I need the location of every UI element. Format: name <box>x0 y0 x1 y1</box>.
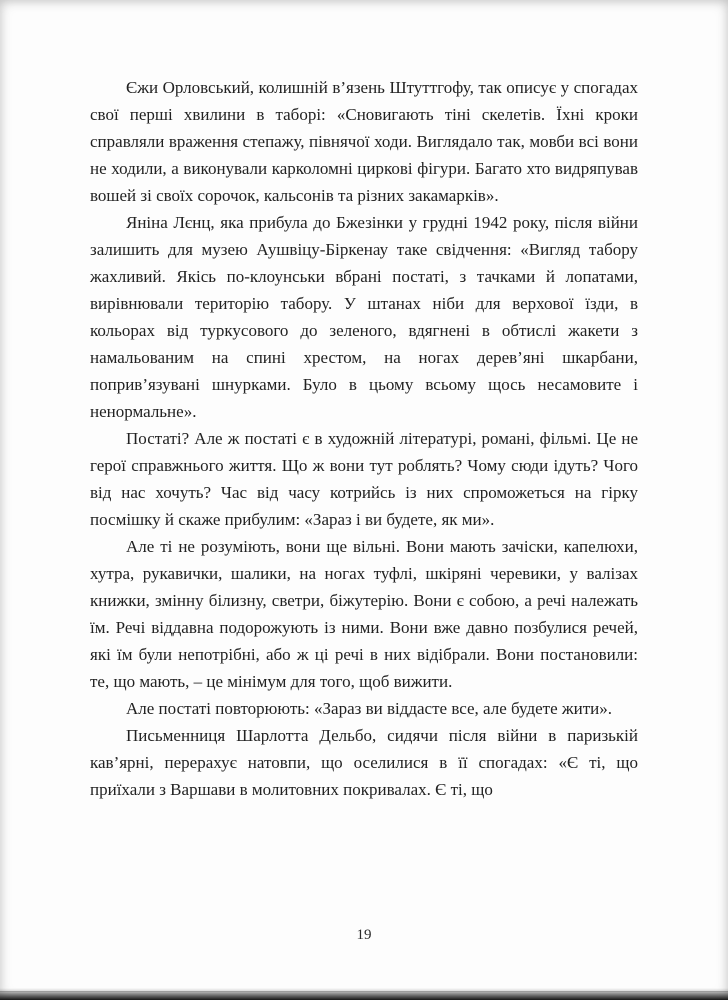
page-number: 19 <box>356 927 372 943</box>
paragraph-orlovsky-quote: Єжи Орловський, колишній в’язень Штуттгофу, так описує у спогадах свої перші хвилини в таборі: «Сновигають тіні скелетів. Їхні кроки справляли враження степажу, півнячої ходи. Виглядало так, мовби всі вони не ходили, а виконували карколомні циркові фігури. Багато хто видряпував вошей зі своїх сорочок, кальсонів та різних закамарків». <box>90 78 638 205</box>
paragraph-delbo: Письменниця Шарлотта Дельбо, сидячи після війни в паризькій кав’ярні, перерахує натовпи, що оселилися в її спогадах: «Є ті, що приїхали з Варшави в молитовних покривалах. Є ті, що <box>90 726 638 799</box>
paragraph-figures-reply: Але постаті повторюють: «Зараз ви віддасте все, але будете жити». <box>126 699 612 718</box>
paragraph-lenc-testimony: Яніна Лєнц, яка прибула до Бжезінки у грудні 1942 року, після війни залишить для музею Аушвіцу-Біркенау таке свідчення: «Вигляд табору жахливий. Якісь по-клоунськи вбрані постаті, з тачками й лопатами, вирівнювали територію табору. У штанах ніби для верхової їзди, в кольорах від туркусового до зеленого, вдягнені в обтислі жакети з намальованим на спині хрестом, на ногах дерев’яні шкарбани, поприв’язувані шнурками. Було в цьому всьому щось несамовите і ненормальне». <box>90 213 638 421</box>
page-text <box>90 74 638 803</box>
paragraph-figures-question: Постаті? Але ж постаті є в художній літературі, романі, фільмі. Це не герої справжнього життя. Що ж вони тут роблять? Чому сюди ідуть? Чого від нас хочуть? Час від часу котрийсь із них спроможеться на гірку посмішку й скаже прибулим: «Зараз і ви будете, як ми». <box>90 429 638 529</box>
paragraph-newcomers-belongings: Але ті не розуміють, вони ще вільні. Вони мають зачіски, капелюхи, хутра, рукавички, шалики, на ногах туфлі, шкіряні черевики, у валізах книжки, змінну білизну, светри, біжутерію. Вони є собою, а речі належать їм. Речі віддавна подорожують із ними. Вони вже давно позбулися речей, які їм були непотрібні, або ж ці речі в них відібрали. Вони постановили: те, що мають, – це мінімум для того, щоб вижити. <box>90 537 638 691</box>
scan-edge-bottom <box>0 991 728 1000</box>
